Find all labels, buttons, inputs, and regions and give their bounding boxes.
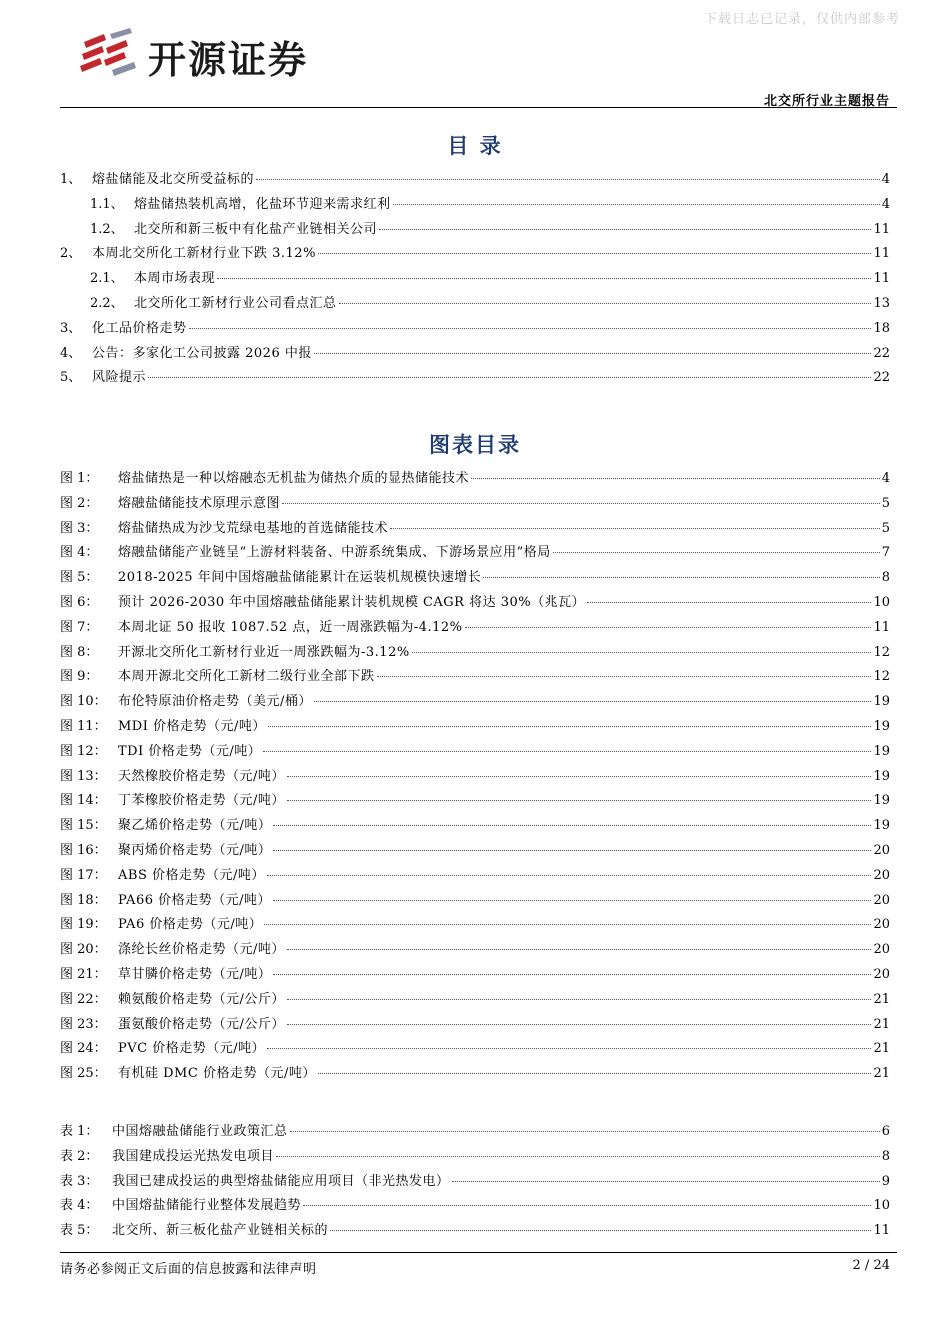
- figure-entry-page: 21: [873, 1016, 890, 1032]
- table-entry-label: 我国已建成投运的典型熔盐储能应用项目（非光热发电）: [112, 1173, 450, 1189]
- figure-entry-number: 图 1：: [60, 471, 99, 486]
- figure-entry[interactable]: [60, 517, 890, 542]
- table-entry-number: 表 3：: [60, 1173, 99, 1189]
- figure-entry-label: PA6 价格走势（元/吨）: [118, 917, 263, 933]
- figure-entry-page: 20: [873, 942, 890, 958]
- figure-entry-label: 丁苯橡胶价格走势（元/吨）: [118, 793, 285, 809]
- toc-entry[interactable]: [60, 242, 890, 267]
- figure-entry[interactable]: [60, 814, 890, 839]
- figure-entry-number: 图 25：: [60, 1066, 107, 1082]
- figure-entry-number: 图 23：: [60, 1016, 107, 1032]
- table-entry-number: 表 2：: [60, 1148, 99, 1164]
- dot-leader: [268, 726, 872, 727]
- figure-entry-number: 图 3：: [60, 520, 99, 536]
- dot-leader: [314, 353, 872, 354]
- figure-entry[interactable]: [60, 715, 890, 740]
- figure-entry-label: TDI 价格走势（元/吨）: [118, 743, 262, 759]
- dot-leader: [287, 1024, 872, 1025]
- dot-leader: [287, 776, 872, 777]
- dot-leader: [276, 1156, 880, 1157]
- figure-entry-label: MDI 价格走势（元/吨）: [118, 718, 266, 734]
- toc-entry[interactable]: [60, 317, 890, 342]
- figure-entry-number: 图 2：: [60, 495, 99, 511]
- figure-entry-label: 草甘膦价格走势（元/吨）: [118, 966, 272, 982]
- dot-leader: [217, 278, 871, 279]
- figure-entry[interactable]: [60, 1062, 890, 1087]
- toc-entry-page: 4: [881, 172, 890, 187]
- dot-leader: [273, 974, 871, 975]
- dot-leader: [379, 229, 871, 230]
- dot-leader: [318, 253, 872, 254]
- dot-leader: [263, 751, 871, 752]
- dot-leader: [393, 204, 880, 205]
- dot-leader: [287, 800, 872, 801]
- toc-entry-label: 公告：多家化工公司披露 2026 中报: [92, 345, 312, 361]
- table-entry-page: 11: [873, 1223, 890, 1239]
- table-entry-page: 6: [881, 1124, 890, 1139]
- figure-entry-label: 熔盐储热是一种以熔融态无机盐为储热介质的显热储能技术: [118, 471, 470, 486]
- figure-entry-number: 图 8：: [60, 644, 99, 660]
- brand-name: 开源证券: [148, 37, 309, 82]
- figure-entry-page: 21: [873, 991, 890, 1007]
- toc-entry-number: 1.2、: [90, 221, 124, 237]
- dot-leader: [330, 1230, 871, 1231]
- toc-entry[interactable]: [60, 168, 890, 193]
- table-entry[interactable]: [60, 1170, 890, 1195]
- figure-entry-label: 预计 2026-2030 年中国熔融盐储能累计装机规模 CAGR 将达 30%（兆瓦）: [118, 594, 586, 610]
- dot-leader: [282, 503, 880, 504]
- dot-leader: [377, 676, 872, 677]
- figure-entry-number: 图 20：: [60, 942, 107, 958]
- figure-entry-label: 本周北证 50 报收 1087.52 点，近一周涨跌幅为-4.12%: [118, 619, 463, 635]
- figure-entry-number: 图 5：: [60, 570, 99, 586]
- figure-entry-page: 19: [873, 718, 890, 734]
- figure-entry-label: 聚丙烯价格走势（元/吨）: [118, 842, 272, 858]
- dot-leader: [273, 850, 871, 851]
- figure-entry[interactable]: [60, 765, 890, 790]
- dot-leader: [452, 1181, 880, 1182]
- toc-entry-label: 本周市场表现: [134, 271, 216, 287]
- figure-entry-number: 图 16：: [60, 842, 107, 858]
- table-list: [60, 1120, 890, 1244]
- figure-entry[interactable]: [60, 938, 890, 963]
- figure-entry[interactable]: [60, 641, 890, 666]
- toc-entry[interactable]: [60, 292, 890, 317]
- dot-leader: [339, 303, 872, 304]
- figure-entry-label: 天然橡胶价格走势（元/吨）: [118, 768, 285, 784]
- brand-logo: [78, 28, 308, 84]
- figure-entry[interactable]: [60, 541, 890, 566]
- dot-leader: [264, 924, 871, 925]
- toc-entry-number: 2.2、: [90, 295, 124, 311]
- figure-entry[interactable]: [60, 740, 890, 765]
- figure-entry-number: 图 17：: [60, 867, 107, 883]
- toc-entry-page: 11: [873, 246, 890, 262]
- figure-entry-number: 图 21：: [60, 966, 107, 982]
- figure-entry-label: 熔融盐储能产业链呈“上游材料装备、中游系统集成、下游场景应用”格局: [118, 545, 551, 561]
- figure-entry-number: 图 19：: [60, 917, 107, 933]
- figure-entry-page: 19: [873, 743, 890, 759]
- figure-entry-label: 布伦特原油价格走势（美元/桶）: [118, 694, 312, 710]
- toc-entry-label: 熔盐储热装机高增，化盐环节迎来需求红利: [134, 196, 391, 212]
- toc-entry-label: 熔盐储能及北交所受益标的: [92, 172, 255, 187]
- dot-leader: [267, 1048, 871, 1049]
- figure-entry-label: 开源北交所化工新材行业近一周涨跌幅为-3.12%: [118, 644, 410, 660]
- figure-entry-page: 19: [873, 793, 890, 809]
- dot-leader: [267, 875, 872, 876]
- toc-entry-page: 13: [873, 295, 890, 311]
- figure-entry[interactable]: [60, 864, 890, 889]
- toc-entry[interactable]: [60, 366, 890, 391]
- dot-leader: [287, 999, 872, 1000]
- figure-entry-page: 20: [873, 966, 890, 982]
- figure-entry-page: 10: [873, 594, 890, 610]
- figure-entry[interactable]: [60, 1037, 890, 1062]
- figure-entry[interactable]: [60, 690, 890, 715]
- dot-leader: [412, 652, 872, 653]
- table-entry-number: 表 4：: [60, 1198, 99, 1214]
- toc-entry[interactable]: [60, 342, 890, 367]
- table-entry-label: 中国熔盐储能行业整体发展趋势: [112, 1198, 302, 1214]
- table-entry[interactable]: [60, 1194, 890, 1219]
- figure-entry-page: 12: [873, 669, 890, 685]
- figure-entry-number: 图 4：: [60, 545, 99, 561]
- figure-entry-page: 4: [881, 471, 890, 486]
- header-divider: [60, 107, 897, 108]
- dot-leader: [318, 1073, 872, 1074]
- figure-entry-number: 图 14：: [60, 793, 107, 809]
- toc-entry-label: 本周北交所化工新材行业下跌 3.12%: [92, 246, 316, 262]
- figure-entry-label: PVC 价格走势（元/吨）: [118, 1041, 266, 1057]
- figure-entry[interactable]: [60, 963, 890, 988]
- dot-leader: [256, 179, 880, 180]
- toc-entry-page: 11: [873, 271, 890, 287]
- figure-entry-page: 7: [881, 545, 890, 561]
- figure-entry-page: 20: [873, 892, 890, 908]
- figure-entry-number: 图 15：: [60, 818, 107, 834]
- toc-entry[interactable]: [60, 193, 890, 218]
- table-entry-page: 9: [881, 1173, 890, 1189]
- dot-leader: [587, 602, 871, 603]
- figure-entry-label: 蛋氨酸价格走势（元/公斤）: [118, 1016, 285, 1032]
- toc-entry-page: 11: [873, 221, 890, 237]
- figure-entry-label: ABS 价格走势（元/吨）: [118, 867, 265, 883]
- figure-entry-page: 11: [873, 619, 890, 635]
- figure-entry-page: 21: [873, 1066, 890, 1082]
- toc-entry-page: 18: [873, 320, 890, 336]
- figure-entry[interactable]: [60, 789, 890, 814]
- figure-entry[interactable]: [60, 566, 890, 591]
- brand-logo-icon: [78, 28, 140, 84]
- figure-entry[interactable]: [60, 988, 890, 1013]
- watermark: 下载日志已记录，仅供内部参考: [703, 12, 900, 27]
- dot-leader: [148, 377, 871, 378]
- figure-entry-number: 图 18：: [60, 892, 107, 908]
- page-number: 2 / 24: [852, 1258, 890, 1273]
- figure-entry[interactable]: [60, 665, 890, 690]
- figure-entry-page: 8: [881, 570, 890, 586]
- toc-entry-page: 4: [881, 196, 890, 212]
- figure-entry-label: 2018-2025 年间中国熔融盐储能累计在运装机规模快速增长: [118, 570, 482, 586]
- dot-leader: [189, 328, 872, 329]
- figure-entry-number: 图 6：: [60, 594, 99, 610]
- toc-entry[interactable]: [60, 218, 890, 243]
- dot-leader: [273, 825, 871, 826]
- figure-entry[interactable]: [60, 913, 890, 938]
- figure-entry-label: 聚乙烯价格走势（元/吨）: [118, 818, 272, 834]
- figure-entry-number: 图 24：: [60, 1041, 107, 1057]
- dot-leader: [465, 627, 872, 628]
- toc-entry-label: 北交所化工新材行业公司看点汇总: [134, 295, 337, 311]
- table-entry[interactable]: [60, 1219, 890, 1244]
- figure-entry-page: 20: [873, 842, 890, 858]
- figures-title: 图表目录: [429, 433, 521, 457]
- figure-entry[interactable]: [60, 1013, 890, 1038]
- figure-entry[interactable]: [60, 616, 890, 641]
- toc-entry-number: 1.1、: [90, 196, 124, 212]
- toc-entry-label: 化工品价格走势: [92, 320, 187, 336]
- dot-leader: [314, 701, 872, 702]
- figure-entry-page: 20: [873, 867, 890, 883]
- toc-entry-label: 北交所和新三板中有化盐产业链相关公司: [134, 221, 378, 237]
- figure-entry-page: 19: [873, 818, 890, 834]
- figure-entry-page: 20: [873, 917, 890, 933]
- toc-entry-label: 风险提示: [92, 370, 147, 386]
- figure-list: [60, 467, 890, 1087]
- dot-leader: [483, 577, 880, 578]
- toc-entry-number: 3、: [60, 320, 82, 336]
- toc-entry-number: 2.1、: [90, 271, 124, 287]
- table-entry-label: 我国建成投运光热发电项目: [112, 1148, 275, 1164]
- figure-entry-number: 图 13：: [60, 768, 107, 784]
- figure-entry-page: 5: [881, 520, 890, 536]
- toc-title: 目 录: [447, 134, 503, 158]
- footer-disclaimer: 请务必参阅正文后面的信息披露和法律声明: [60, 1262, 317, 1277]
- figure-entry-number: 图 7：: [60, 619, 99, 635]
- toc-entry-number: 5、: [60, 370, 82, 386]
- dot-leader: [290, 1131, 880, 1132]
- figure-entry-number: 图 9：: [60, 669, 99, 685]
- figure-entry-number: 图 12：: [60, 743, 107, 759]
- figure-entry-label: 熔盐储热成为沙戈荒绿电基地的首选储能技术: [118, 520, 389, 536]
- dot-leader: [303, 1205, 871, 1206]
- figure-entry[interactable]: [60, 889, 890, 914]
- figure-entry-label: 有机硅 DMC 价格走势（元/吨）: [118, 1066, 316, 1082]
- table-entry-page: 10: [873, 1198, 890, 1214]
- figure-entry-page: 21: [873, 1041, 890, 1057]
- toc-entry-number: 4、: [60, 345, 82, 361]
- figure-entry-label: PA66 价格走势（元/吨）: [118, 892, 271, 908]
- figure-entry[interactable]: [60, 591, 890, 616]
- figure-entry[interactable]: [60, 839, 890, 864]
- toc-entry-number: 1、: [60, 172, 82, 187]
- figure-entry-page: 19: [873, 694, 890, 710]
- table-entry-label: 北交所、新三板化盐产业链相关标的: [112, 1223, 329, 1239]
- table-entry-label: 中国熔融盐储能行业政策汇总: [112, 1124, 288, 1139]
- report-type: 北交所行业主题报告: [763, 94, 890, 109]
- toc-entry-page: 22: [873, 370, 890, 386]
- toc-list: [60, 168, 890, 391]
- toc-entry-number: 2、: [60, 246, 82, 262]
- toc-entry-page: 22: [873, 345, 890, 361]
- figure-entry-page: 12: [873, 644, 890, 660]
- figure-entry[interactable]: [60, 492, 890, 517]
- dot-leader: [390, 528, 880, 529]
- figure-entry-page: 19: [873, 768, 890, 784]
- table-entry-number: 表 5：: [60, 1223, 99, 1239]
- figure-entry[interactable]: [60, 467, 890, 492]
- dot-leader: [553, 552, 880, 553]
- table-entry[interactable]: [60, 1120, 890, 1145]
- dot-leader: [471, 478, 880, 479]
- figure-entry-label: 涤纶长丝价格走势（元/吨）: [118, 942, 285, 958]
- figure-entry-label: 本周开源北交所化工新材二级行业全部下跌: [118, 669, 375, 685]
- figure-entry-label: 赖氨酸价格走势（元/公斤）: [118, 991, 285, 1007]
- figure-entry-page: 5: [881, 495, 890, 511]
- table-entry-page: 8: [881, 1148, 890, 1164]
- table-entry[interactable]: [60, 1145, 890, 1170]
- figure-entry-number: 图 11：: [60, 718, 107, 734]
- toc-entry[interactable]: [60, 267, 890, 292]
- figure-entry-number: 图 22：: [60, 991, 107, 1007]
- figure-entry-label: 熔融盐储能技术原理示意图: [118, 495, 281, 511]
- figure-entry-number: 图 10：: [60, 694, 107, 710]
- footer-divider: [60, 1252, 897, 1253]
- dot-leader: [287, 949, 872, 950]
- dot-leader: [273, 900, 871, 901]
- table-entry-number: 表 1：: [60, 1124, 99, 1139]
